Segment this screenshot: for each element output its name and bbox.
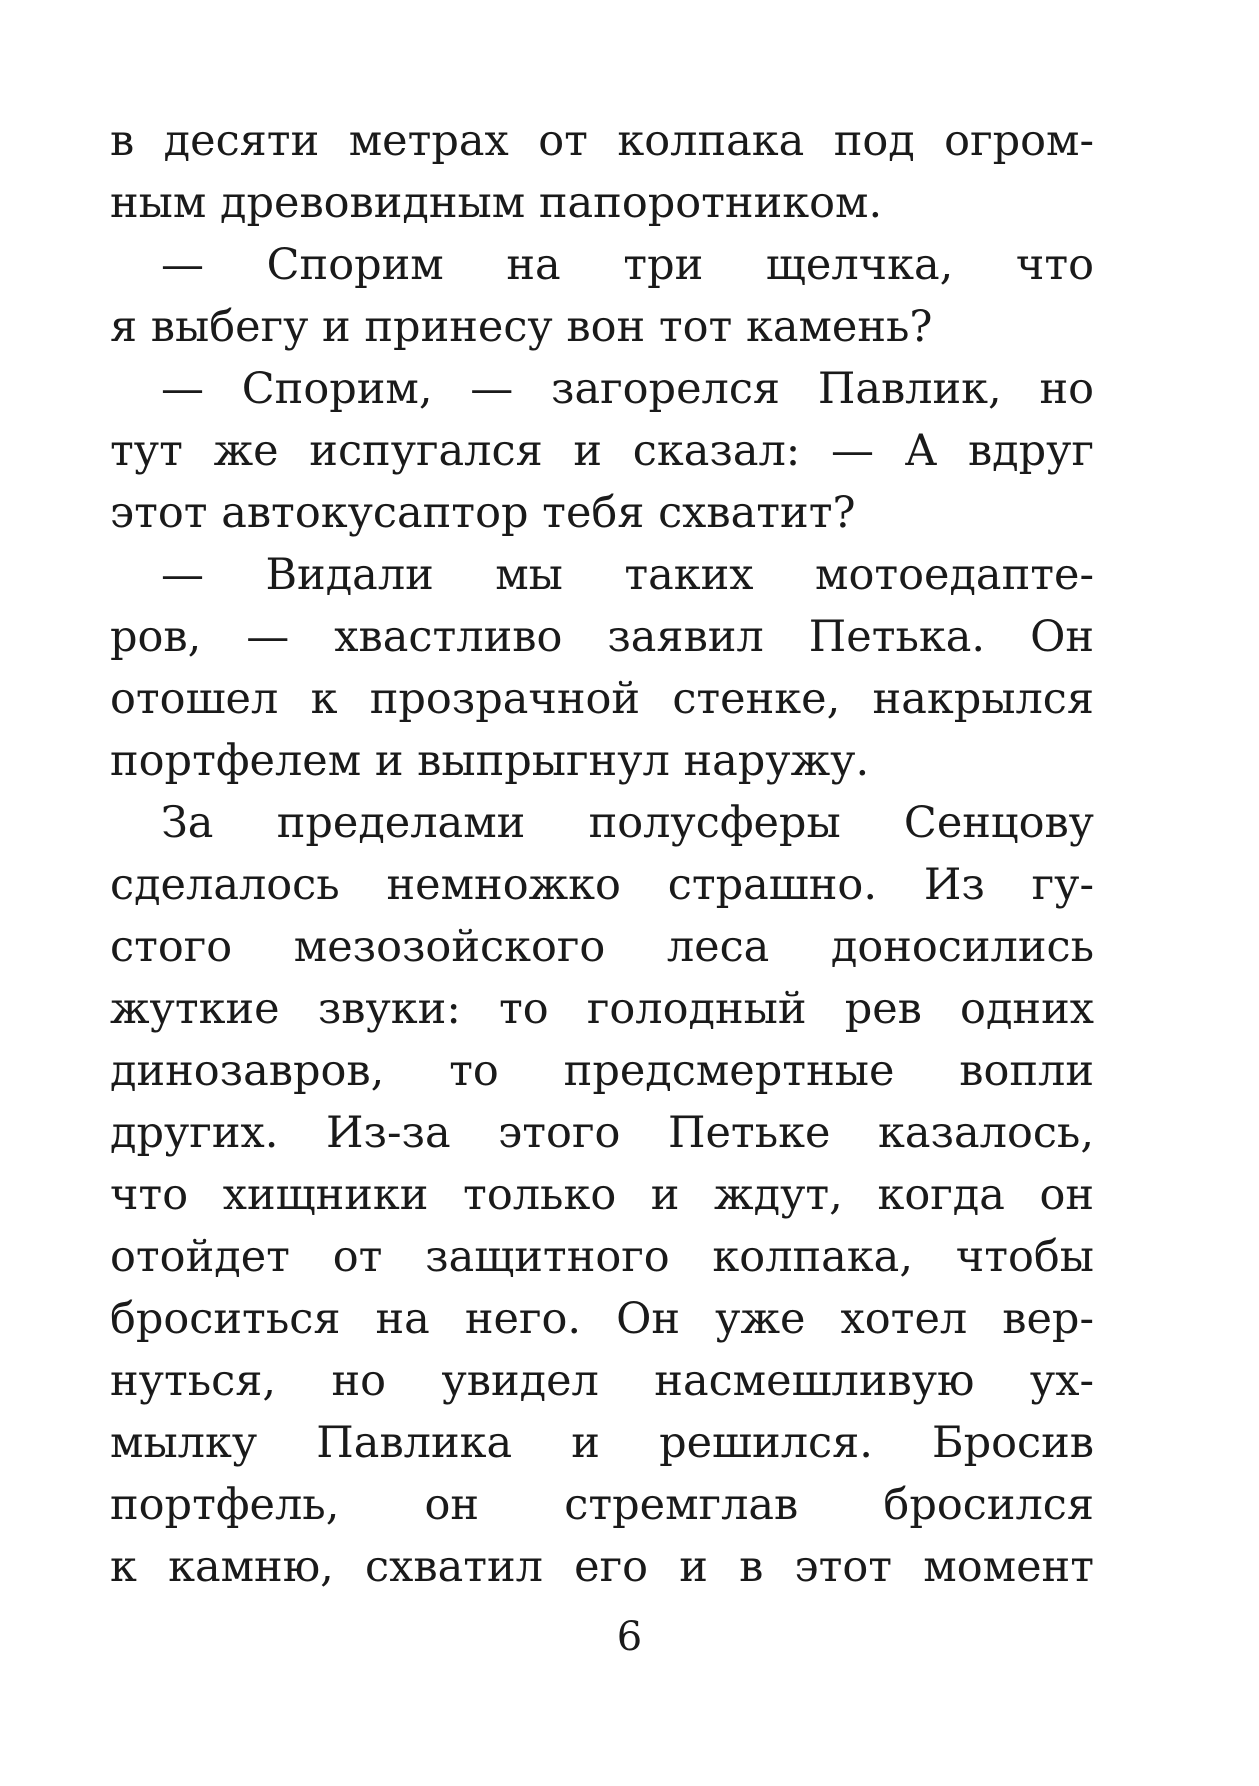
- body-text: [110, 110, 1094, 1598]
- text-line: к камню, схватил его и в этот момент: [110, 1542, 1094, 1592]
- page-number: 6: [616, 1614, 643, 1660]
- text-line: других. Из-за этого Петьке казалось,: [110, 1108, 1094, 1158]
- text-line: нуться, но увидел насмешливую ух-: [110, 1356, 1094, 1406]
- text-line: портфелем и выпрыгнул наружу.: [110, 736, 870, 786]
- text-line: За пределами полусферы Сенцову: [161, 798, 1094, 848]
- text-line: тут же испугался и сказал: — А вдруг: [110, 426, 1094, 476]
- text-line: динозавров, то предсмертные вопли: [110, 1046, 1094, 1096]
- text-line: этот автокусаптор тебя схватит?: [110, 488, 856, 538]
- text-line: в десяти метрах от колпака под огром-: [110, 116, 1094, 166]
- text-line: мылку Павлика и решился. Бросив: [110, 1418, 1094, 1468]
- text-line: что хищники только и ждут, когда он: [110, 1170, 1094, 1220]
- text-line: отойдет от защитного колпака, чтобы: [110, 1232, 1094, 1282]
- text-line: стого мезозойского леса доносились: [110, 922, 1094, 972]
- text-line: я выбегу и принесу вон тот камень?: [110, 302, 933, 352]
- text-line: жуткие звуки: то голодный рев одних: [110, 984, 1094, 1034]
- text-line: — Спорим, — загорелся Павлик, но: [161, 364, 1094, 414]
- text-line: ным древовидным папоротником.: [110, 178, 883, 228]
- text-line: ров, — хвастливо заявил Петька. Он: [110, 612, 1094, 662]
- text-line: сделалось немножко страшно. Из гу-: [110, 860, 1094, 910]
- text-line: — Видали мы таких мотоедапте-: [161, 550, 1094, 600]
- text-line: отошел к прозрачной стенке, накрылся: [110, 674, 1094, 724]
- text-line: броситься на него. Он уже хотел вер-: [110, 1294, 1094, 1344]
- text-line: — Спорим на три щелчка, что: [161, 240, 1094, 290]
- text-line: портфель, он стремглав бросился: [110, 1480, 1094, 1530]
